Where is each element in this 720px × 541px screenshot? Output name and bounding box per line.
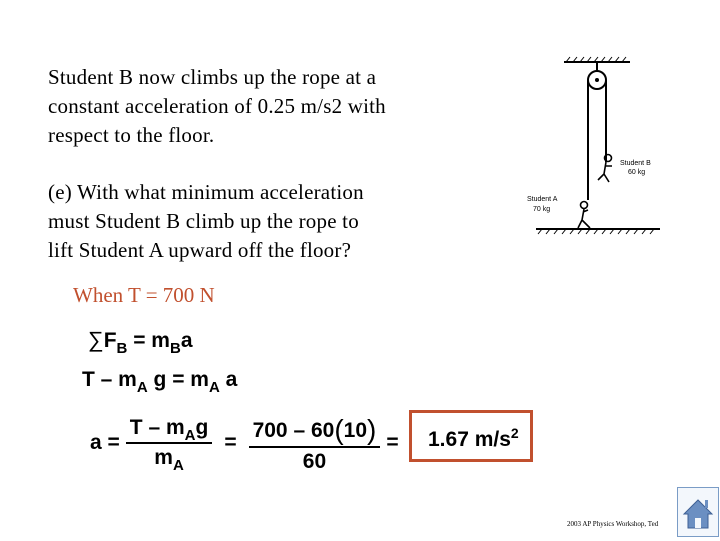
eq-term: g = m [153,368,209,391]
eq-term: = [224,431,237,454]
student-b-label: Student B [620,160,651,167]
eq-term: g [195,416,209,439]
statement-line: constant acceleration of 0.25 m/s2 with [48,94,386,118]
eq-subscript: A [172,457,184,474]
fraction-denominator: 60 [302,450,327,473]
answer-text: 1.67 m/s [428,428,511,451]
question-line: lift Student A upward off the floor? [48,238,352,262]
equation-solve-a [90,412,399,474]
pulley-diagram [520,50,720,245]
equation-newton-b [88,327,193,357]
problem-statement [48,63,468,150]
fraction-numeric [249,412,381,474]
eq-term: a = [90,431,120,454]
student-a-figure [578,202,590,229]
fraction-symbolic [126,416,213,474]
eq-term: F [103,329,117,352]
student-a-label: Student A [527,196,558,203]
home-button[interactable] [677,487,719,537]
answer-exponent: 2 [510,425,519,441]
question-e [48,178,468,265]
fraction-numerator [249,412,381,448]
sigma-symbol: ∑ [88,327,104,352]
student-a-mass: 70 kg [533,206,551,213]
eq-term: = [386,431,399,454]
eq-paren: ) [367,414,377,445]
eq-term: 10 [343,419,368,442]
equation-newton-a [82,368,238,396]
student-b-mass: 60 kg [628,169,646,176]
eq-subscript: A [184,427,196,444]
fraction-denominator [150,444,188,474]
eq-subscript: A [208,379,220,396]
student-b-figure [598,155,612,183]
eq-term: a [180,329,193,352]
fraction-numerator [126,416,213,444]
statement-line: Student B now climbs up the rope at a [48,65,377,89]
home-icon [678,488,718,536]
eq-term: a [225,368,238,391]
eq-term: 700 – 60 [252,419,335,442]
eq-subscript: B [169,340,181,357]
condition-text: When T = 700 N [73,283,215,307]
eq-term: T – m [129,416,185,439]
footer-credit: 2003 AP Physics Workshop, Ted [567,520,659,528]
eq-subscript: A [136,379,148,396]
pulley-axle [595,78,599,82]
eq-term: T – m [82,368,137,391]
eq-term: m [154,446,173,469]
question-line: must Student B climb up the rope to [48,209,359,233]
eq-term: = m [133,329,170,352]
question-line: (e) With what minimum acceleration [48,180,364,204]
answer-value [428,425,519,452]
eq-subscript: B [116,340,128,357]
statement-line: respect to the floor. [48,123,215,147]
eq-paren: ( [334,414,344,445]
